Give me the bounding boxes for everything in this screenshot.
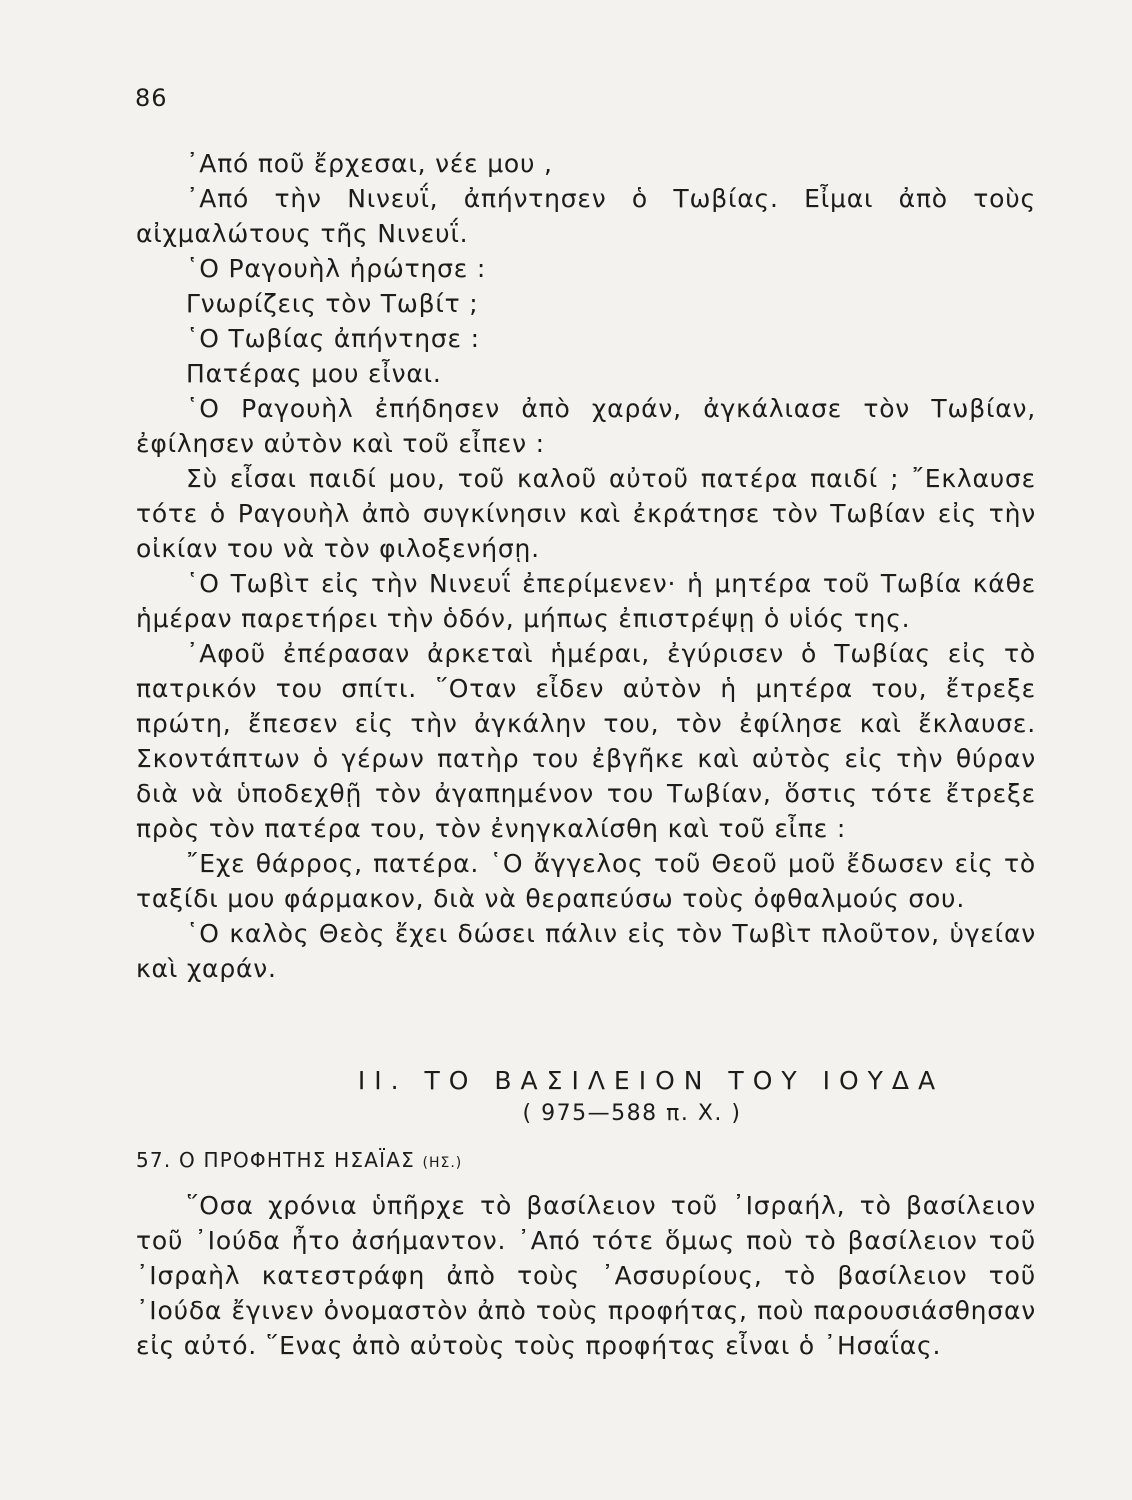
paragraph: ῎Εχε θάρρος, πατέρα. ῾Ο ἄγγελος τοῦ Θεοῦ μοῦ ἔδωσεν εἰς τὸ ταξίδι μου φάρμακον, διὰ νὰ θεραπεύσω τοὺς ὀφθαλμούς σου. (136, 849, 1036, 913)
paragraph: ῾Ο καλὸς Θεὸς ἔχει δώσει πάλιν εἰς τὸν Τωβὶτ πλοῦτον, ὑγείαν καὶ χαράν. (136, 919, 1036, 983)
story-text (136, 146, 1036, 986)
chapter-dates: ( 975—588 π. Χ. ) (522, 1101, 742, 1126)
paragraph: Σὺ εἶσαι παιδί μου, τοῦ καλοῦ αὐτοῦ πατέρα παιδί ; ῎Εκλαυσε τότε ὁ Ραγουὴλ ἀπὸ συγκίνησιν καὶ ἐκράτησε τὸν Τωβίαν εἰς τὴν οἰκίαν του νὰ τὸν φιλοξενήσῃ. (136, 464, 1036, 563)
paragraph: Γνωρίζεις τὸν Τωβίτ ; (186, 289, 479, 318)
section-heading (136, 1148, 462, 1172)
page-number: 86 (135, 84, 168, 112)
paragraph: ῾Ο Ραγουὴλ ἠρώτησε : (186, 254, 487, 283)
chapter-title: ΙΙ. ΤΟ ΒΑΣΙΛΕΙΟΝ ΤΟΥ ΙΟΥΔΑ (357, 1066, 945, 1095)
chapter-header (136, 1064, 1036, 1130)
section-title: 57. Ο ΠΡΟΦΗΤΗΣ ΗΣΑΪΑΣ (136, 1148, 415, 1172)
paragraph: ῞Οσα χρόνια ὑπῆρχε τὸ βασίλειον τοῦ ᾿Ισραήλ, τὸ βασίλειον τοῦ ᾿Ιούδα ἦτο ἀσήμαντον. ᾿Από τότε ὅμως ποὺ τὸ βασίλειον τοῦ ᾿Ισραὴλ κατεστράφη ἀπὸ τοὺς ᾿Ασσυρίους, τὸ βασίλειον τοῦ ᾿Ιούδα ἔγινεν ὀνομαστὸν ἀπὸ τοὺς προφήτας, ποὺ παρουσιάσθησαν εἰς αὐτό. ῞Ενας ἀπὸ αὐτοὺς τοὺς προφήτας εἶναι ὁ ᾿Ησαΐας. (136, 1191, 1036, 1360)
section-text (136, 1188, 1036, 1363)
paragraph: ῾Ο Τωβίας ἀπήντησε : (186, 324, 480, 353)
paragraph: ῾Ο Τωβὶτ εἰς τὴν Νινευΐ ἐπερίμενεν· ἡ μητέρα τοῦ Τωβία κάθε ἡμέραν παρετήρει τὴν ὁδόν, μήπως ἐπιστρέψῃ ὁ υἱός της. (136, 569, 1036, 633)
paragraph: Πατέρας μου εἶναι. (186, 359, 442, 388)
paragraph: ᾿Από τὴν Νινευΐ, ἀπήντησεν ὁ Τωβίας. Εἶμαι ἀπὸ τοὺς αἰχμαλώτους τῆς Νινευΐ. (136, 184, 1036, 248)
paragraph: ῾Ο Ραγουὴλ ἐπήδησεν ἀπὸ χαράν, ἀγκάλιασε τὸν Τωβίαν, ἐφίλησεν αὐτὸν καὶ τοῦ εἶπεν : (136, 394, 1036, 458)
section-abbreviation: (ΗΣ.) (422, 1155, 463, 1171)
paragraph: ᾿Από ποῦ ἔρχεσαι, νέε μου , (186, 149, 553, 178)
paragraph: ᾿Αφοῦ ἐπέρασαν ἀρκεταὶ ἡμέραι, ἐγύρισεν ὁ Τωβίας εἰς τὸ πατρικόν του σπίτι. ῞Οταν εἶδεν αὐτὸν ἡ μητέρα του, ἔτρεξε πρώτη, ἔπεσεν εἰς τὴν ἀγκάλην του, τὸν ἐφίλησε καὶ ἔκλαυσε. Σκοντάπτων ὁ γέρων πατὴρ του ἐβγῆκε καὶ αὐτὸς εἰς τὴν θύραν διὰ νὰ ὑποδεχθῇ τὸν ἀγαπημένον του Τωβίαν, ὅστις τότε ἔτρεξε πρὸς τὸν πατέρα του, τὸν ἐνηγκαλίσθη καὶ τοῦ εἶπε : (136, 639, 1036, 843)
